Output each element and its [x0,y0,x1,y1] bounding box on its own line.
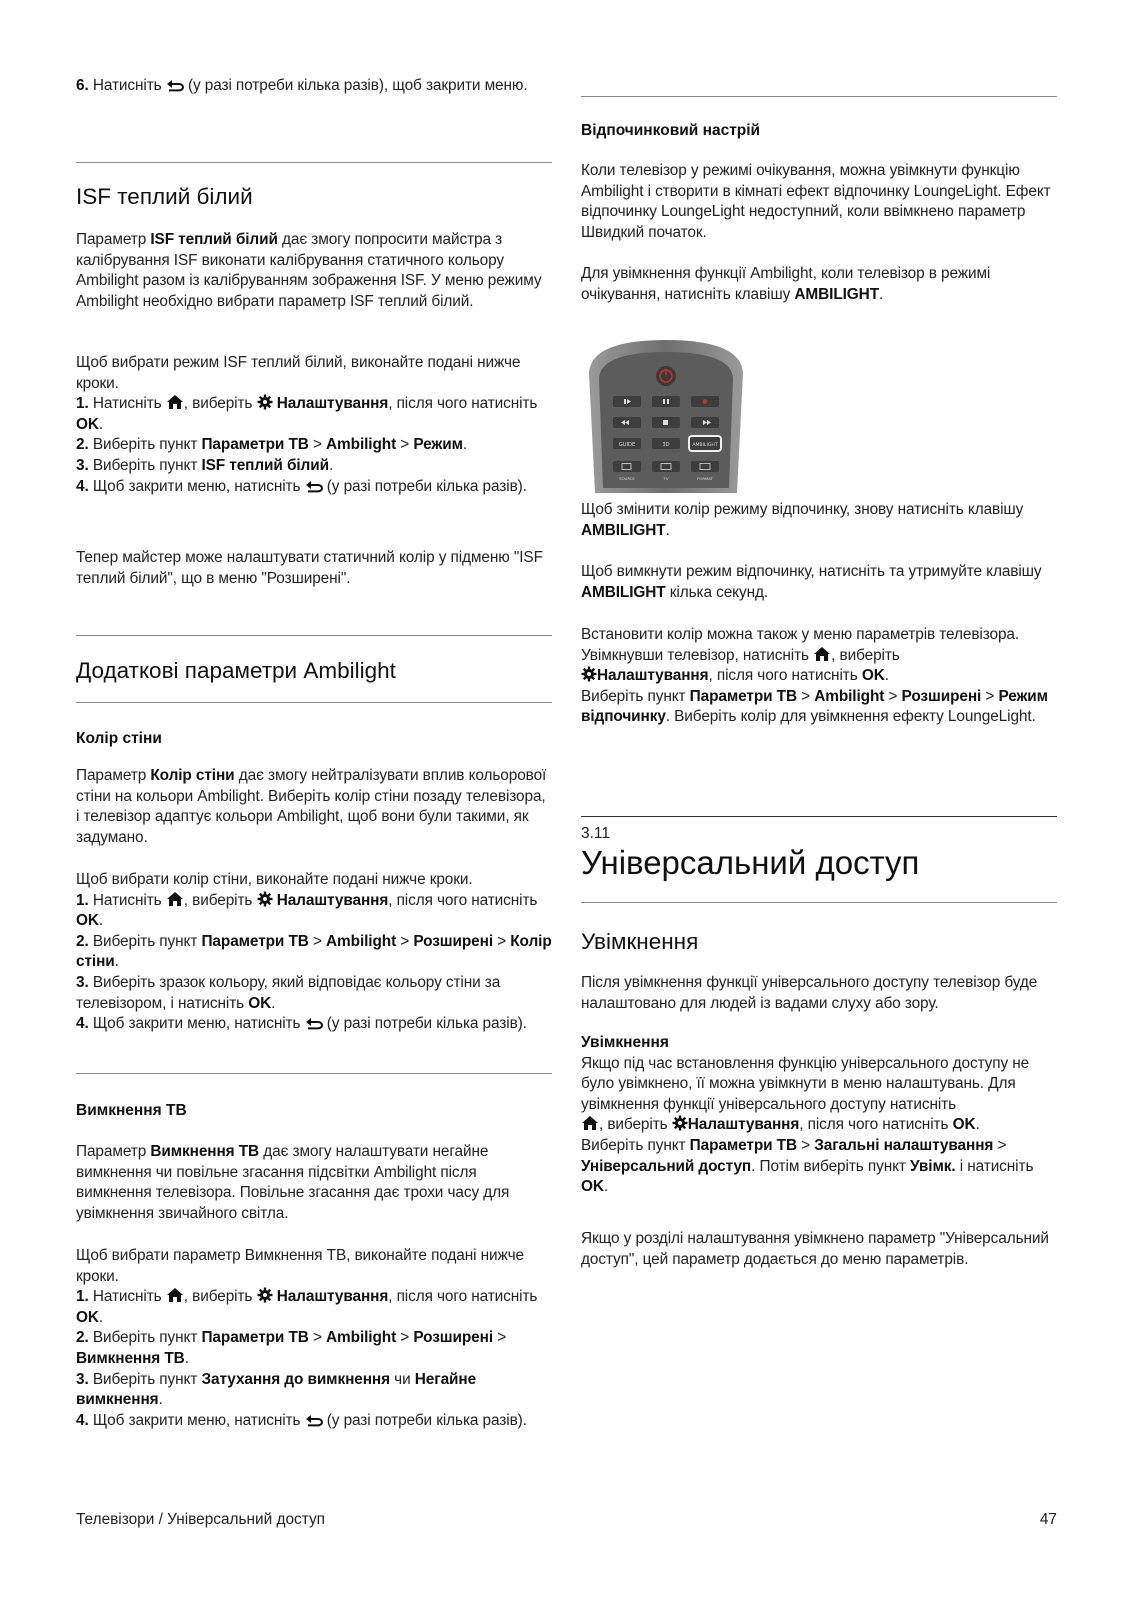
off-intro: Щоб вибрати параметр Вимкнення ТВ, виконайте подані нижче кроки. [76,1247,524,1285]
lounge-menu-color: Встановити колір можна також у меню параметрів телевізора. Увімкнувши телевізор, натисніть , виберіть Налаштування, після чого натисніть OK. Виберіть пункт Параметри ТВ > Ambilight > Розширені > Режим відпочинку. Виберіть колір для увімкнення ефекту LoungeLight. [581,626,1048,726]
section-title-extra-ambilight: Додаткові параметри Ambilight [76,658,396,683]
section-title-switch-on: Увімкнення [581,929,699,954]
off-step-1: 1. Натисніть , виберіть Налаштування, після чого натисніть OK. [76,1288,538,1326]
isf-intro: Щоб вибрати режим ISF теплий білий, виконайте подані нижче кроки. [76,354,521,392]
off-step-2: 2. Виберіть пункт Параметри ТВ > Ambilight > Розширені > Вимкнення ТВ. [76,1329,507,1367]
home-icon [166,891,184,907]
back-icon [305,1017,323,1030]
off-step-3: 3. Виберіть пункт Затухання до вимкнення чи Негайне вимкнення. [76,1370,477,1409]
divider [76,1073,552,1074]
lounge-standby-instructions: Для увімкнення функції Ambilight, коли телевізор в режимі очікування, натисніть клавішу AMBILIGHT. [581,265,991,303]
isf-step-3: 3. Виберіть пункт ISF теплий білий. [76,456,334,474]
lounge-description: Коли телевізор у режимі очікування, можна увімкнути функцію Ambilight і створити в кімнаті ефект відпочинку LoungeLight. Ефект відпочинку LoungeLight недоступний, коли ввімкнено параметр Швидкий початок. [581,162,1051,241]
chapter-title: Універсальний доступ [581,844,920,881]
wall-step-4: 4. Щоб закрити меню, натисніть (у разі потреби кілька разів). [76,1015,527,1033]
wall-step-1: 1. Натисніть , виберіть Налаштування, після чого натисніть OK. [76,891,538,930]
svg-text:3D: 3D [662,442,670,448]
home-icon [166,394,184,410]
isf-step-2: 2. Виберіть пункт Параметри ТВ > Ambilight > Режим. [76,436,468,454]
step-6: 6. Натисніть (у разі потреби кілька разів), щоб закрити меню. [76,77,528,94]
section-title-isf: ISF теплий білий [76,184,253,209]
divider [581,816,1057,817]
isf-description: Параметр ISF теплий білий дає змогу попросити майстра з калібрування ISF виконати калібрування статичного кольору Ambilight разом із калібруванням зображення ISF. У меню режиму Ambilight необхідно вибрати параметр ISF теплий білий. [76,231,542,310]
isf-conclusion: Тепер майстер може налаштувати статичний колір у підменю "ISF теплий білий", що в меню "Розширені". [76,549,543,587]
svg-text:SOURCE: SOURCE [619,476,635,481]
home-icon [813,646,831,662]
wall-step-3: 3. Виберіть зразок кольору, який відповідає кольору стіни за телевізором, і натисніть OK. [76,973,501,1012]
divider [581,96,1057,97]
universal-access-intro: Після увімкнення функції універсального доступу телевізор буде налаштовано для людей із вадами слуху або зору. [581,974,1038,1012]
svg-text:FORMAT: FORMAT [697,476,713,481]
home-icon [166,1287,184,1303]
back-icon [305,480,323,493]
subsection-lounge-mood: Відпочинковий настрій [581,122,761,139]
wall-description: Параметр Колір стіни дає змогу нейтралізувати вплив кольорової стіни на кольори Ambilight. Виберіть колір стіни позаду телевізора, і телевізор адаптує кольори Ambilight, щоб вони були такими, як задумано. [76,767,547,846]
isf-step-4: 4. Щоб закрити меню, натисніть (у разі потреби кілька разів). [76,477,527,495]
divider [76,635,552,636]
universal-access-note: Якщо у розділі налаштування увімкнено параметр "Універсальний доступ", цей параметр додається до меню параметрів. [581,1230,1049,1268]
wall-intro: Щоб вибрати колір стіни, виконайте подані нижче кроки. [76,871,473,888]
svg-text:AMBILIGHT: AMBILIGHT [692,443,718,448]
lounge-switch-off: Щоб вимкнути режим відпочинку, натисніть та утримуйте клавішу AMBILIGHT кілька секунд. [581,563,1042,601]
universal-access-instructions: Якщо під час встановлення функцію універсального доступу не було увімкнено, її можна увімкнути в меню налаштувань. Для увімкнення функції універсального доступу натисніть , виберіть Налаштування, після чого натисніть OK. Виберіть пункт Параметри ТВ > Загальні налаштування > Універсальний доступ. Потім виберіть пункт Увімк. і натисніть OK. [581,1054,1034,1196]
subsection-tv-switch-off: Вимкнення ТВ [76,1102,187,1119]
off-description: Параметр Вимкнення ТВ дає змогу налаштувати негайне вимкнення чи повільне згасання підсвітки Ambilight після вимкнення телевізора. Повільне згасання дає трохи часу для увімкнення звичайного світла. [76,1143,510,1222]
off-step-4: 4. Щоб закрити меню, натисніть (у разі потреби кілька разів). [76,1411,527,1429]
section-number: 3.11 [581,825,611,842]
back-icon [166,79,184,92]
svg-text:TV: TV [663,476,669,481]
settings-gear-icon [257,394,273,410]
settings-gear-icon [257,891,273,907]
back-icon [305,1414,323,1427]
subsection-switch-on: Увімкнення [581,1034,669,1051]
page-number: 47 [1039,1511,1057,1528]
divider [581,902,1057,903]
footer-breadcrumb: Телевізори / Універсальний доступ [76,1511,325,1528]
home-icon [581,1115,599,1131]
lounge-change-color: Щоб змінити колір режиму відпочинку, знову натисніть клавішу AMBILIGHT. [581,501,1024,539]
subsection-wall-color: Колір стіни [76,730,162,747]
settings-gear-icon [257,1287,273,1303]
divider [76,702,552,703]
wall-step-2: 2. Виберіть пункт Параметри ТВ > Ambilight > Розширені > Колір стіни. [76,932,552,971]
settings-gear-icon [672,1115,688,1131]
settings-gear-icon [581,666,597,682]
isf-step-1: 1. Натисніть , виберіть Налаштування, після чого натисніть OK. [76,395,538,433]
svg-text:GUIDE: GUIDE [618,442,636,448]
divider [76,162,552,163]
remote-control-image [581,338,751,493]
